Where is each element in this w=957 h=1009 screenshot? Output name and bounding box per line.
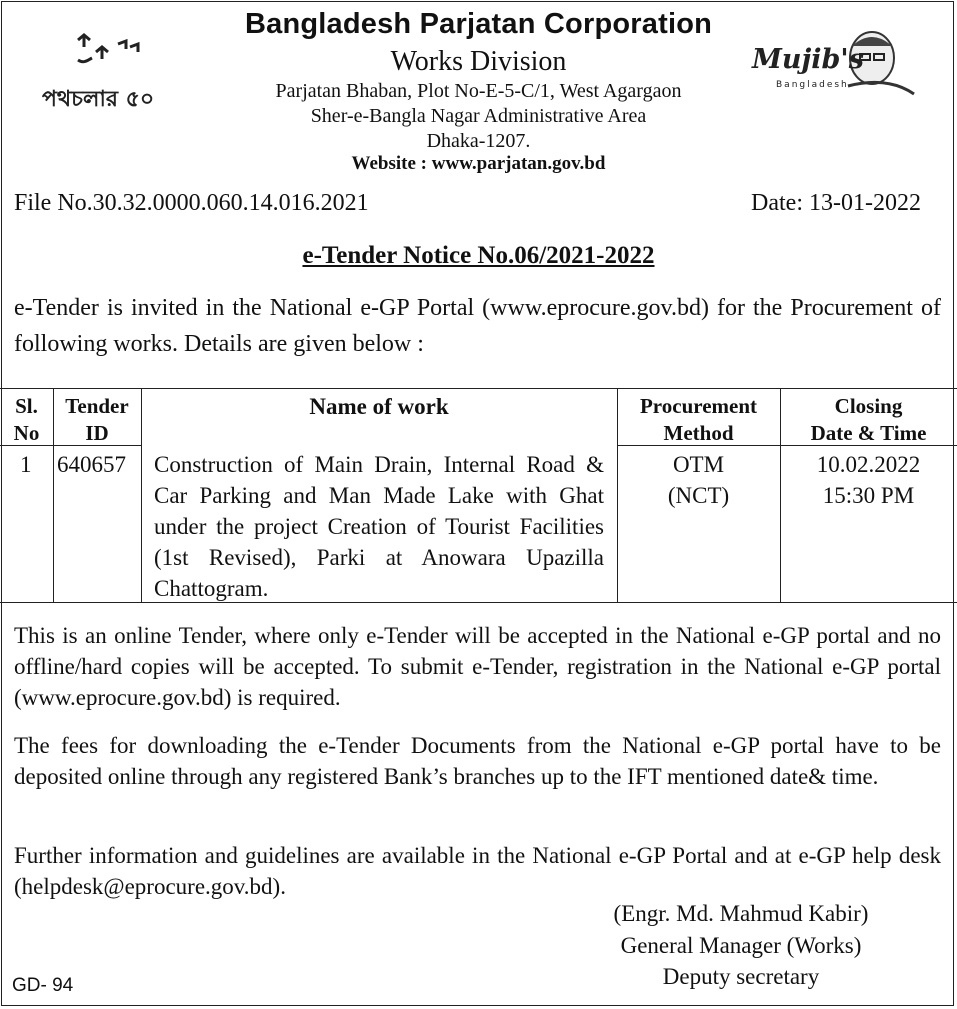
further-info-paragraph: Further information and guidelines are available in the National e-GP Portal and at e-GP help desk (helpdesk@eprocure.gov.bd). [14,843,941,899]
right-logo-text: Mujib's [752,44,864,75]
address-line-3: Dhaka-1207. [426,130,531,152]
website-line [0,153,957,175]
header-tender-id [53,393,141,447]
header-sl-line2: No [13,421,40,445]
column-divider [141,389,142,602]
row-sl: 1 [20,452,32,477]
header-sl-line1: Sl. [15,394,38,418]
header-tender-id-line2: ID [85,421,109,445]
row-closing-date-time [780,449,957,511]
signatory-rank: Deputy secretary [662,964,820,989]
header-procurement-method [617,393,780,447]
header-closing-line1: Closing [834,394,903,418]
address-line-2: Sher-e-Bangla Nagar Administrative Area [310,105,647,127]
header-tender-id-line1: Tender [65,394,129,418]
header-method-line2: Method [663,421,734,445]
notice-date: Date: 13-01-2022 [751,190,921,216]
row-method-line1: OTM [672,452,725,477]
right-logo-subtext: Bangladesh [776,80,849,90]
org-name: Bangladesh Parjatan Corporation [244,8,713,40]
header-closing [780,393,957,447]
website-label: Website : [351,153,428,174]
intro-paragraph: e-Tender is invited in the National e-GP Portal (www.eprocure.gov.bd) for the Procurement of following works. Details are given below : [14,295,941,357]
header-sl [0,393,53,447]
row-name-of-work: Construction of Main Drain, Internal Road & Car Parking and Man Made Lake with Ghat under the project Creation of Tourist Facilities (1st Revised), Parki at Anowara Upazilla Chattogram. [154,452,604,601]
notice-title: e-Tender Notice No.06/2021-2022 [302,242,655,269]
online-tender-paragraph: This is an online Tender, where only e-Tender will be accepted in the National e-GP portal and no offline/hard copies will be accepted. To submit e-Tender, registration in the National e-GP portal (www.eprocure.gov.bd) is required. [14,623,941,710]
header-closing-line2: Date & Time [810,421,927,445]
row-procurement-method [617,449,780,511]
header-method-line1: Procurement [639,394,758,418]
address-line-1: Parjatan Bhaban, Plot No-E-5-C/1, West Agargaon [275,80,682,102]
file-number: File No.30.32.0000.060.14.016.2021 [14,190,369,216]
left-logo-text: পথচলার ৫০ [42,87,155,112]
fees-paragraph: The fees for downloading the e-Tender Documents from the National e-GP portal have to be deposited online through any registered Bank’s branches up to the IFT mentioned date& time. [14,733,941,789]
division-name: Works Division [390,46,567,77]
signatory-title: General Manager (Works) [620,933,862,958]
header-name-of-work: Name of work [309,394,449,419]
row-closing-time: 15:30 PM [822,483,915,508]
footer-code: GD- 94 [12,975,74,996]
row-tender-id: 640657 [57,452,126,477]
signatory-name: (Engr. Md. Mahmud Kabir) [613,901,869,926]
row-method-line2: (NCT) [667,483,730,508]
website-url[interactable]: www.parjatan.gov.bd [431,153,606,174]
row-closing-date: 10.02.2022 [816,452,921,477]
tender-table [0,388,957,603]
